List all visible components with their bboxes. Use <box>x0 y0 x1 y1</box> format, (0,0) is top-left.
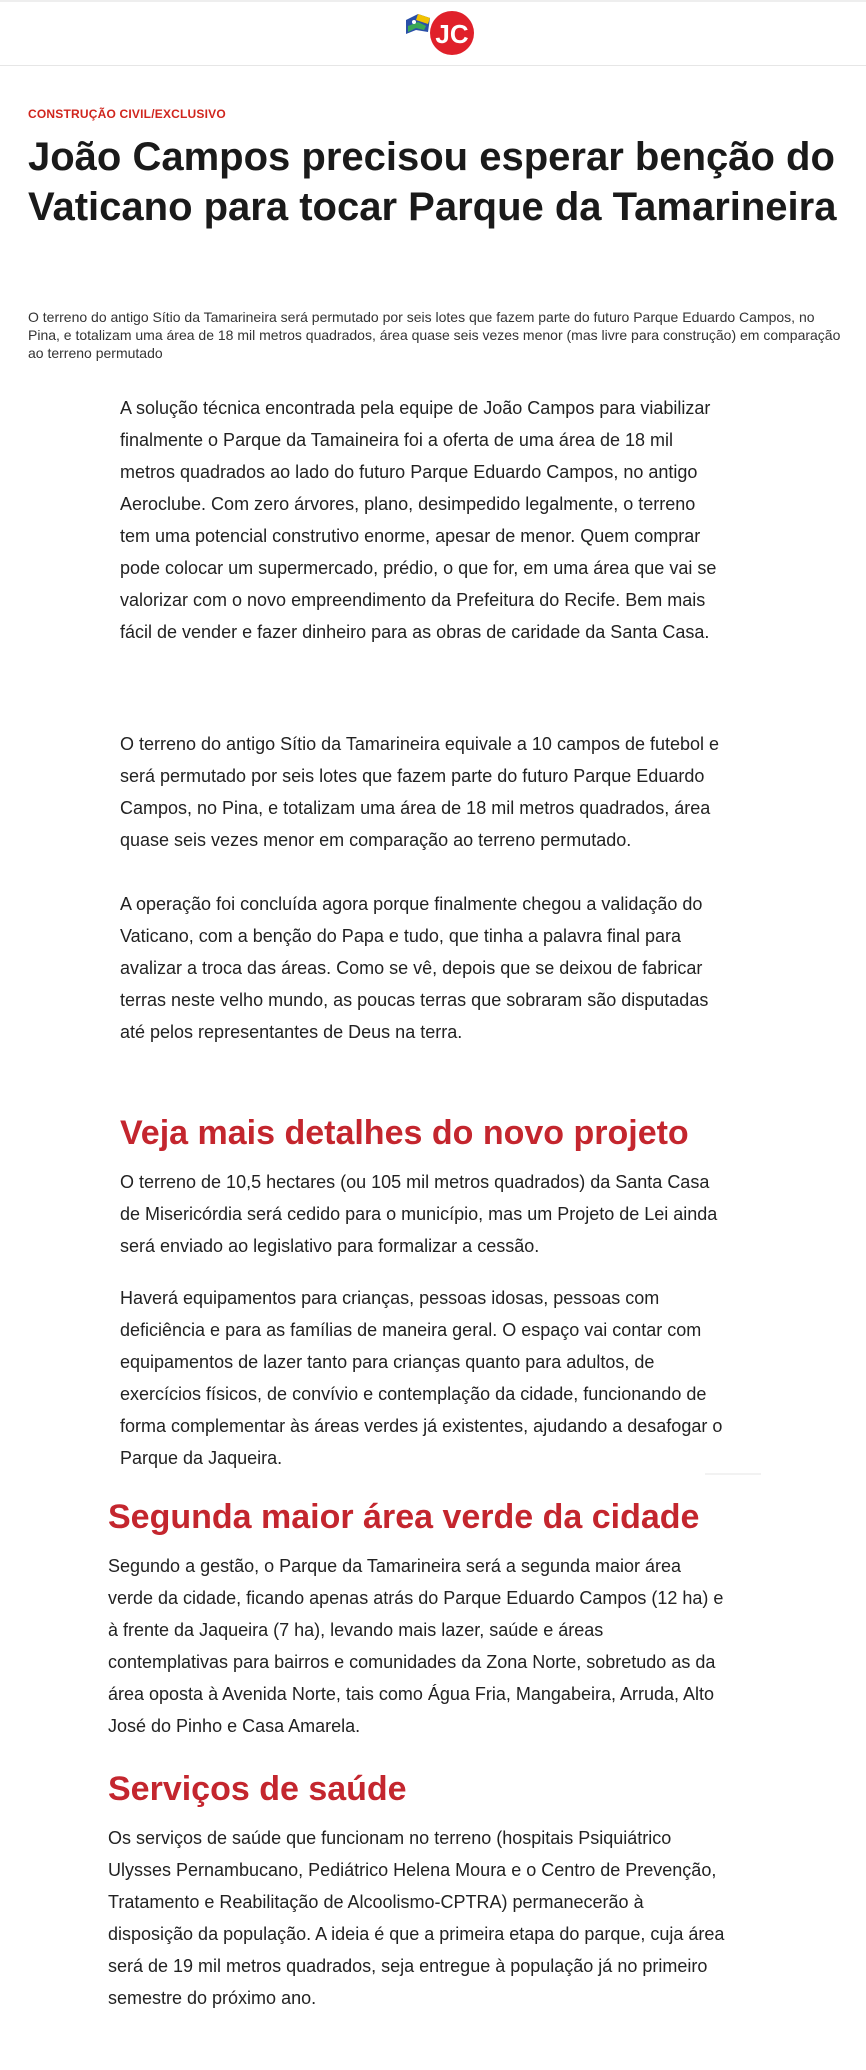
article-title: João Campos precisou esperar benção do Vaticano para tocar Parque da Tamarineira <box>28 135 837 229</box>
article-subtitle: O terreno do antigo Sítio da Tamarineira será permutado por seis lotes que fazem parte do futuro Parque Eduardo Campos, no Pina, e totalizam uma área de 18 mil metros quadrados, área quase seis vezes menor (mas livre para construção) em comparação ao terreno permutado <box>28 309 841 361</box>
paragraph-4: O terreno de 10,5 hectares (ou 105 mil metros quadrados) da Santa Casa de Misericórdia será cedido para o município, mas um Projeto de Lei ainda será enviado ao legislativo para formalizar a cessão. <box>120 1172 718 1256</box>
section-heading-detalhes: Veja mais detalhes do novo projeto <box>120 1114 689 1152</box>
paragraph-2: O terreno do antigo Sítio da Tamarineira equivale a 10 campos de futebol e será permutado por seis lotes que fazem parte do futuro Parque Eduardo Campos, no Pina, e totalizam uma área de 18 mil metros quadrados, área quase seis vezes menor em comparação ao terreno permutado. <box>120 734 720 850</box>
paragraph-3: A operação foi concluída agora porque finalmente chegou a validação do Vaticano, com a benção do Papa e tudo, que tinha a palavra final para avalizar a troca das áreas. Como se vê, depois que se deixou de fabricar terras neste velho mundo, as poucas terras que sobraram são disputadas até pelos representantes de Deus na terra. <box>120 894 709 1042</box>
section-heading-area-verde: Segunda maior área verde da cidade <box>108 1498 700 1536</box>
header-top-line <box>0 0 866 2</box>
section-heading-saude: Serviços de saúde <box>108 1770 407 1808</box>
paragraph-1: A solução técnica encontrada pela equipe de João Campos para viabilizar finalmente o Parque da Tamaineira foi a oferta de uma área de 18 mil metros quadrados ao lado do futuro Parque Eduardo Campos, no antigo Aeroclube. Com zero árvores, plano, desimpedido legalmente, o terreno tem uma potencial construtivo enorme, apesar de menor. Quem comprar pode colocar um supermercado, prédio, o que for, em uma área que vai se valorizar com o novo empreendimento da Prefeitura do Recife. Bem mais fácil de vender e fazer dinheiro para as obras de caridade da Santa Casa. <box>120 398 717 642</box>
paragraph-6: Segundo a gestão, o Parque da Tamarineira será a segunda maior área verde da cidade, ficando apenas atrás do Parque Eduardo Campos (12 ha) e à frente da Jaqueira (7 ha), levando mais lazer, saúde e áreas contemplativas para bairros e comunidades da Zona Norte, sobretudo as da área oposta à Avenida Norte, tais como Água Fria, Mangabeira, Arruda, Alto José do Pinho e Casa Amarela. <box>108 1556 724 1736</box>
paragraph-5: Haverá equipamentos para crianças, pessoas idosas, pessoas com deficiência e para as famílias de maneira geral. O espaço vai contar com equipamentos de lazer tanto para crianças quanto para adultos, de exercícios físicos, de convívio e contemplação da cidade, funcionando de forma complementar às áreas verdes já existentes, ajudando a desafogar o Parque da Jaqueira. <box>120 1288 723 1468</box>
divider <box>705 1473 761 1475</box>
jc-logo[interactable] <box>404 6 480 60</box>
paragraph-7: Os serviços de saúde que funcionam no terreno (hospitais Psiquiátrico Ulysses Pernambucano, Pediátrico Helena Moura e o Centro de Prevenção, Tratamento e Reabilitação de Alcoolismo-CPTRA) permanecerão à disposição da população. A ideia é que a primeira etapa do parque, cuja área será de 19 mil metros quadrados, seja entregue à população já no primeiro semestre do próximo ano. <box>108 1828 725 2008</box>
site-header <box>0 0 866 66</box>
flag-icon <box>406 14 430 34</box>
article-kicker[interactable]: CONSTRUÇÃO CIVIL/EXCLUSIVO <box>28 107 226 121</box>
logo-text: JC <box>435 19 469 49</box>
